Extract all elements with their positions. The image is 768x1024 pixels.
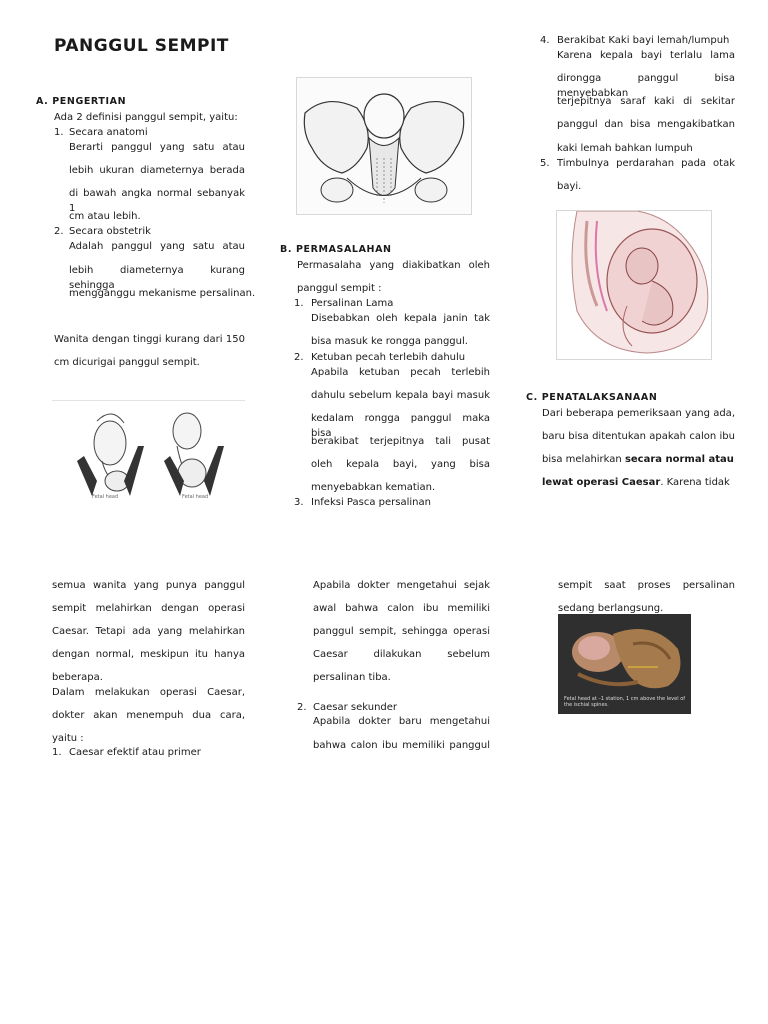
right-item4-title: Berakibat Kaki bayi lemah/lumpuh [557,35,730,46]
section-b-item2-line: Apabila ketuban pecah terlebih [311,367,490,378]
bottom-left-line: sempit melahirkan dengan operasi [52,603,245,614]
bottom-mid-item2-number: 2. [297,702,307,713]
section-b-item2-title: Ketuban pecah terlebih dahulu [311,352,466,363]
section-b-item2-line: dahulu sebelum kepala bayi masuk [311,390,490,401]
section-c-heading: C. PENATALAKSANAAN [526,392,658,403]
bottom-left-line: semua wanita yang punya panggul [52,580,245,591]
bottom-mid-line: awal bahwa calon ibu memiliki [313,603,490,614]
right-item5-number: 5. [540,158,550,169]
section-b-item2-line: berakibat terjepitnya tali pusat [311,436,490,447]
section-b-item2-number: 2. [294,352,304,363]
section-c-line3-text: bisa melahirkan [542,454,625,465]
section-a-note-line: Wanita dengan tinggi kurang dari 150 [54,334,245,345]
section-b-item3-title: Infeksi Pasca persalinan [311,497,431,508]
section-a-note-line: cm dicurigai panggul sempit. [54,357,200,368]
bottom-left-line: dokter akan menempuh dua cara, [52,710,245,721]
fetal-position-illustration [52,400,245,503]
section-c-line4-bold: lewat operasi Caesar [542,477,661,488]
right-item4-line: panggul dan bisa mengakibatkan [557,119,735,130]
section-b-item1-number: 1. [294,298,304,309]
section-b-intro-line: Permasalaha yang diakibatkan oleh [297,260,490,271]
section-c-line4 [542,475,730,490]
section-c-line4-text: . Karena tidak [660,477,730,488]
bottom-left-item1-title: Caesar efektif atau primer [69,747,201,758]
pelvis-icon [297,78,471,214]
bottom-mid-item2-title: Caesar sekunder [313,702,398,713]
section-b-item1-line: bisa masuk ke rongga panggul. [311,336,468,347]
bottom-left-line: Dalam melakukan operasi Caesar, [52,687,245,698]
fetal-position-icon [52,401,245,503]
fig-caption-left: Fetal head [92,494,119,500]
section-a-item1-title: Secara anatomi [69,127,148,138]
pelvis-photo [558,614,691,714]
right-item5-line: Timbulnya perdarahan pada otak [557,158,735,169]
page-title: PANGGUL SEMPIT [54,36,229,56]
section-b-item2-line: oleh kepala bayi, yang bisa [311,459,490,470]
photo-caption: Fetal head at –1 station, 1 cm above the level of the ischial spines. [564,696,686,708]
section-b-intro-line: panggul sempit : [297,283,382,294]
section-b-item3-number: 3. [294,497,304,508]
section-c-line3-bold: secara normal atau [624,454,734,465]
pregnancy-icon [557,211,711,359]
section-b-item2-line: menyebabkan kematian. [311,482,436,493]
section-a-item2-title: Secara obstetrik [69,226,151,237]
section-a-heading: A. PENGERTIAN [36,96,127,107]
bottom-mid-line: Apabila dokter mengetahui sejak [313,580,490,591]
right-item4-line: terjepitnya saraf kaki di sekitar [557,96,735,107]
bottom-mid-line: persalinan tiba. [313,672,391,683]
bottom-left-line: Caesar. Tetapi ada yang melahirkan [52,626,245,637]
right-item4-line: dirongga panggul bisa menyebabkan [557,73,735,99]
section-a-item1-line: lebih ukuran diameternya berada [69,165,245,176]
section-a-item1-number: 1. [54,127,64,138]
fig-caption-right: Fetal head [182,494,209,500]
bottom-left-line: dengan normal, meskipun itu hanya [52,649,245,660]
section-c-line: Dari beberapa pemeriksaan yang ada, [542,408,735,419]
section-a-item1-line: di bawah angka normal sebanyak 1 [69,188,245,214]
bottom-mid-item2-line: bahwa calon ibu memiliki panggul [313,740,490,751]
bottom-left-line: yaitu : [52,733,84,744]
bottom-mid-item2-line: Apabila dokter baru mengetahui [313,716,490,727]
section-a-item2-line: Adalah panggul yang satu atau [69,241,245,252]
section-c-line3 [542,452,734,467]
right-item4-line: kaki lemah bahkan lumpuh [557,143,693,154]
section-a-intro: Ada 2 definisi panggul sempit, yaitu: [54,112,238,123]
section-a-item1-line: Berarti panggul yang satu atau [69,142,245,153]
right-item4-number: 4. [540,35,550,46]
bottom-mid-line: Caesar dilakukan sebelum [313,649,490,660]
bottom-left-line: beberapa. [52,672,103,683]
pelvis-illustration [296,77,472,215]
section-a-item1-line: cm atau lebih. [69,211,141,222]
section-a-item2-number: 2. [54,226,64,237]
bottom-mid-line: panggul sempit, sehingga operasi [313,626,490,637]
section-a-item2-line: lebih diameternya kurang sehingga [69,265,245,291]
pregnant-cross-section-illustration [556,210,712,360]
section-a-item2-line: mengganggu mekanisme persalinan. [69,288,256,299]
bottom-right-line: sempit saat proses persalinan [558,580,735,591]
section-c-line: baru bisa ditentukan apakah calon ibu [542,431,735,442]
section-b-heading: B. PERMASALAHAN [280,244,392,255]
right-item5-line: bayi. [557,181,582,192]
section-b-item2-line: kedalam rongga panggul maka bisa [311,413,490,439]
section-b-item1-title: Persalinan Lama [311,298,394,309]
bottom-left-item1-number: 1. [52,747,62,758]
bottom-right-line: sedang berlangsung. [558,603,664,614]
section-b-item1-line: Disebabkan oleh kepala janin tak [311,313,490,324]
right-item4-line: Karena kepala bayi terlalu lama [557,50,735,61]
